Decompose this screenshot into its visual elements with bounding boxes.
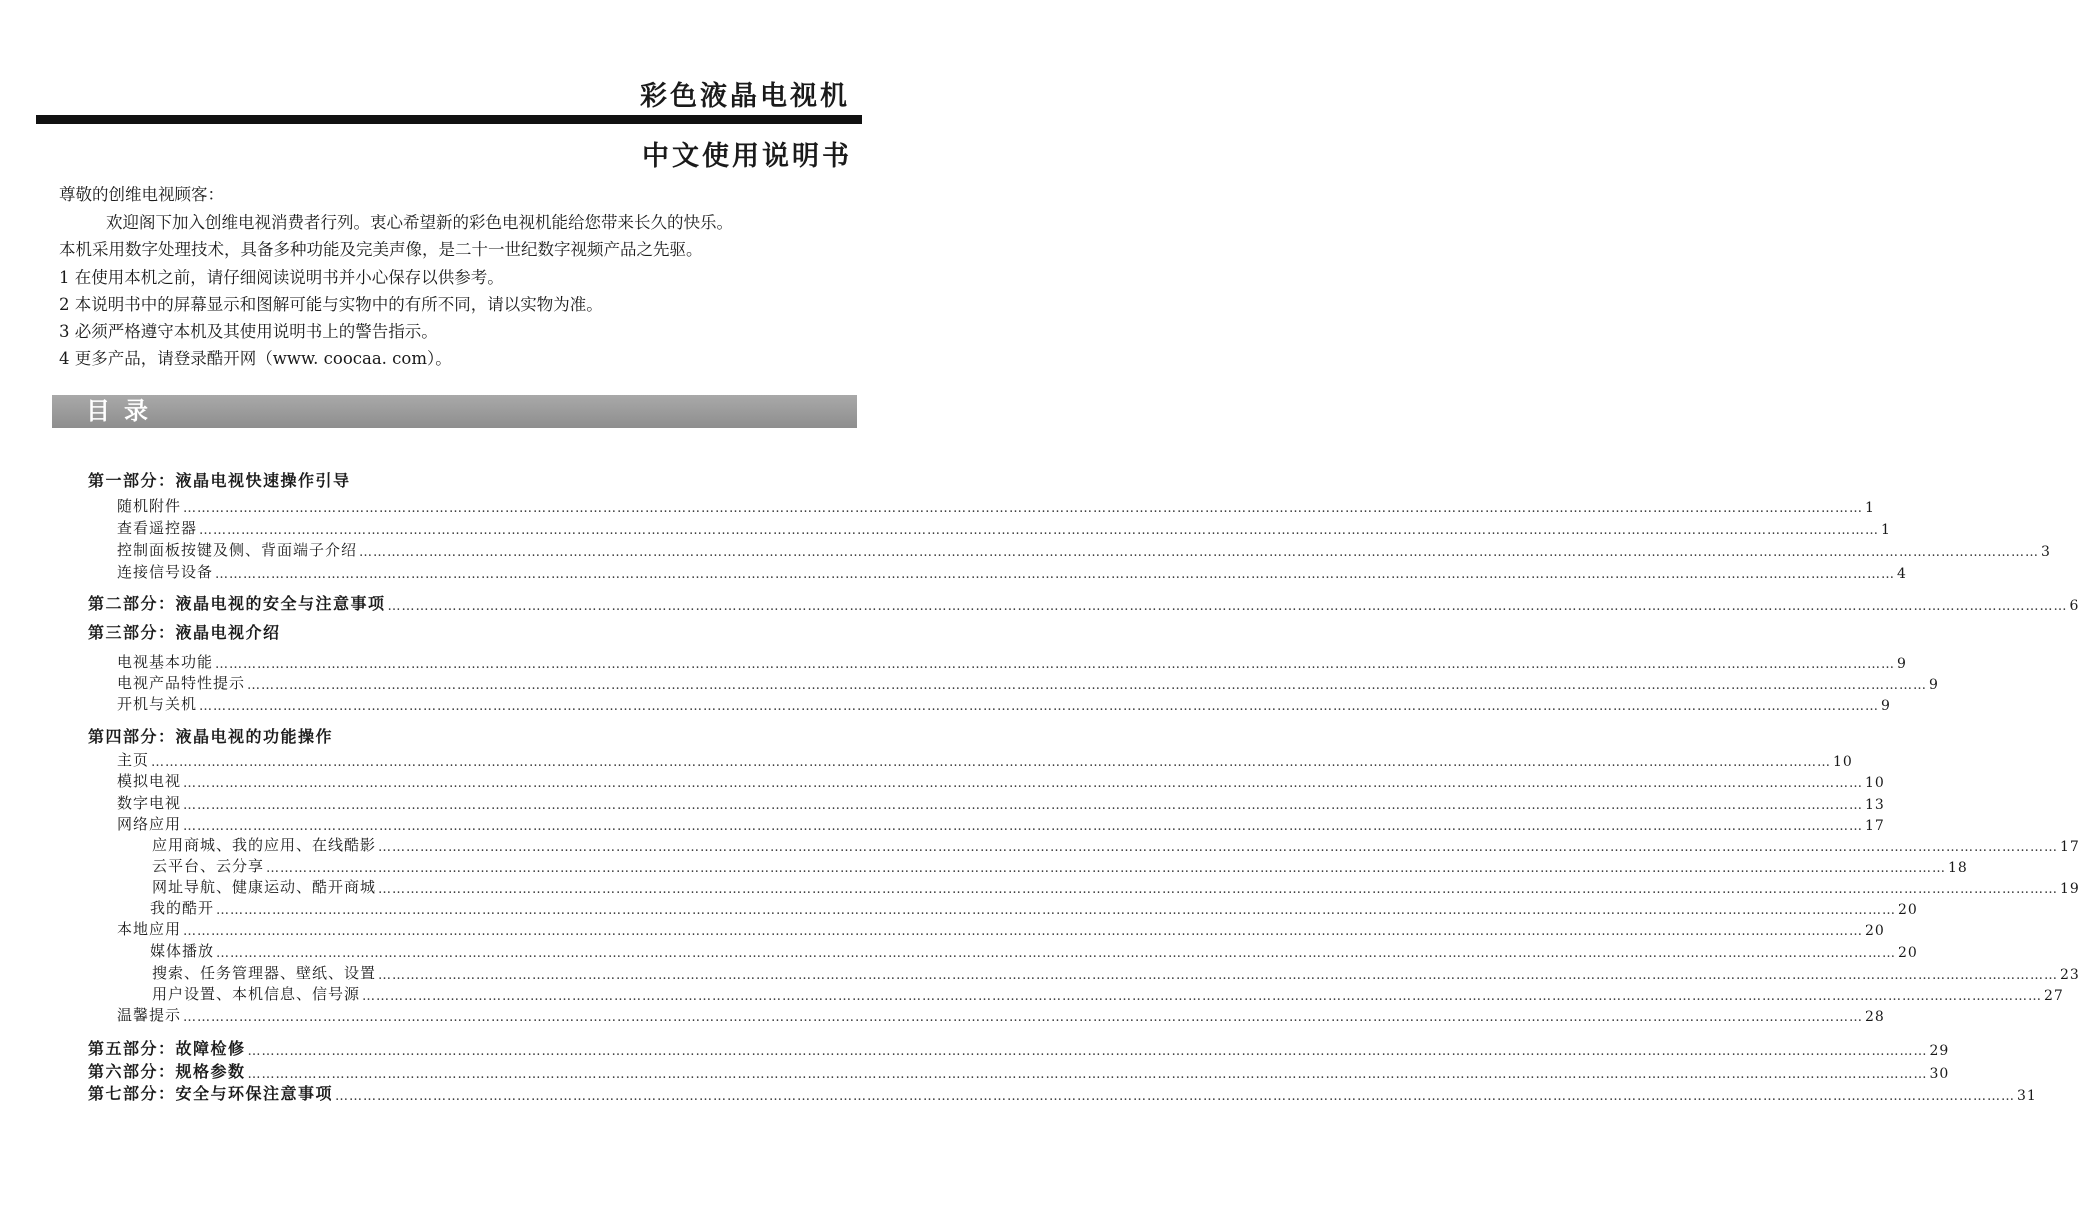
toc-leader-dots: ……………………………………………………………………………………………………………………………………………………………………………………………………………………………………………………………………………………………………………………………… (247, 1044, 1928, 1059)
toc-entry-page: 29 (1929, 1043, 1950, 1059)
toc-entry-label: 电视产品特性提示 (117, 674, 246, 692)
toc-entry-page: 9 (1881, 698, 1891, 714)
toc-entry[interactable] (152, 855, 1968, 876)
toc-leader-dots: ……………………………………………………………………………………………………………………………………………………………………………………………………………………………………………………………………………………………………………………………… (362, 989, 2043, 1004)
toc-entry-label: 云平台、云分享 (152, 857, 265, 875)
toc-part-3[interactable] (88, 620, 281, 643)
toc-entry-page: 31 (2017, 1088, 2037, 1104)
toc-leader-dots: ……………………………………………………………………………………………………………………………………………………………………………………………………………………………………………………………………………………………………………………………… (199, 699, 1880, 714)
toc-entry-label: 查看遥控器 (117, 519, 198, 537)
intro-note-4: 4 更多产品，请登录酷开网（www. coocaa. com）。 (59, 349, 452, 368)
toc-part-5[interactable] (88, 1036, 1950, 1059)
document-subtitle: 中文使用说明书 (642, 141, 852, 172)
toc-entry-label: 控制面板按键及侧、背面端子介绍 (117, 541, 358, 559)
toc-entry[interactable] (117, 517, 1891, 538)
toc-entry-page: 18 (1948, 860, 1968, 876)
toc-part-title: 第三部分：液晶电视介绍 (88, 623, 281, 642)
toc-entry-label: 我的酷开 (150, 899, 215, 917)
intro-note-3: 3 必须严格遵守本机及其使用说明书上的警告指示。 (59, 322, 438, 341)
toc-entry-label: 模拟电视 (117, 772, 182, 790)
toc-entry-label: 数字电视 (117, 794, 182, 812)
toc-entry-label: 用户设置、本机信息、信号源 (152, 985, 361, 1003)
toc-heading-bar (52, 395, 857, 428)
toc-part-4[interactable] (88, 724, 333, 747)
toc-entry[interactable] (150, 897, 1918, 918)
toc-entry-page: 13 (1865, 797, 1885, 813)
toc-leader-dots: ……………………………………………………………………………………………………………………………………………………………………………………………………………………………………………………………………………………………………………………………… (378, 968, 2059, 983)
toc-entry-page: 27 (2044, 988, 2064, 1004)
toc-entry-page: 17 (1865, 818, 1885, 834)
toc-entry[interactable] (117, 539, 2051, 560)
toc-entry[interactable] (150, 940, 1918, 961)
toc-entry-page: 19 (2060, 881, 2080, 897)
toc-entry-label: 本地应用 (117, 920, 182, 938)
toc-leader-dots: ……………………………………………………………………………………………………………………………………………………………………………………………………………………………………………………………………………………………………………………………… (216, 903, 1897, 918)
toc-entry-page: 9 (1897, 656, 1907, 672)
toc-entry[interactable] (117, 495, 1875, 516)
toc-entry-label: 搜索、任务管理器、壁纸、设置 (152, 964, 377, 982)
toc-entry-page: 28 (1865, 1009, 1885, 1025)
toc-entry-page: 1 (1865, 500, 1875, 516)
toc-entry[interactable] (117, 693, 1891, 714)
toc-entry[interactable] (117, 561, 1907, 582)
toc-leader-dots: ……………………………………………………………………………………………………………………………………………………………………………………………………………………………………………………………………………………………………………………………… (183, 819, 1864, 834)
toc-leader-dots: ……………………………………………………………………………………………………………………………………………………………………………………………………………………………………………………………………………………………………………………………… (151, 755, 1832, 770)
toc-leader-dots: ……………………………………………………………………………………………………………………………………………………………………………………………………………………………………………………………………………………………………………………………… (183, 776, 1864, 791)
toc-leader-dots: ……………………………………………………………………………………………………………………………………………………………………………………………………………………………………………………………………………………………………………………………… (215, 657, 1896, 672)
toc-entry-label: 温馨提示 (117, 1006, 182, 1024)
toc-leader-dots: ……………………………………………………………………………………………………………………………………………………………………………………………………………………………………………………………………………………………………………………………… (199, 523, 1880, 538)
toc-leader-dots: ……………………………………………………………………………………………………………………………………………………………………………………………………………………………………………………………………………………………………………………………… (216, 946, 1897, 961)
toc-part-title: 第七部分：安全与环保注意事项 (88, 1084, 334, 1103)
toc-part-2[interactable] (88, 591, 2080, 614)
toc-entry-page: 23 (2060, 967, 2080, 983)
toc-entry[interactable] (117, 813, 1885, 834)
toc-entry[interactable] (152, 962, 2080, 983)
toc-leader-dots: ……………………………………………………………………………………………………………………………………………………………………………………………………………………………………………………………………………………………………………………………… (183, 501, 1864, 516)
toc-entry-label: 网络应用 (117, 815, 182, 833)
toc-entry[interactable] (117, 1004, 1885, 1025)
toc-entry[interactable] (117, 918, 1885, 939)
toc-entry[interactable] (117, 651, 1907, 672)
toc-entry-page: 9 (1929, 677, 1939, 693)
toc-entry-page: 3 (2041, 544, 2051, 560)
document-title: 彩色液晶电视机 (640, 81, 850, 112)
toc-entry-page: 10 (1833, 754, 1853, 770)
intro-note-1: 1 在使用本机之前，请仔细阅读说明书并小心保存以供参考。 (59, 268, 504, 287)
toc-part-title: 第六部分：规格参数 (88, 1062, 246, 1081)
toc-leader-dots: ……………………………………………………………………………………………………………………………………………………………………………………………………………………………………………………………………………………………………………………………… (183, 798, 1864, 813)
toc-entry-label: 连接信号设备 (117, 563, 214, 581)
toc-leader-dots: ……………………………………………………………………………………………………………………………………………………………………………………………………………………………………………………………………………………………………………………………… (359, 545, 2040, 560)
toc-entry-page: 4 (1897, 566, 1907, 582)
toc-entry-page: 6 (2069, 598, 2080, 614)
toc-entry-page: 20 (1898, 945, 1918, 961)
toc-part-7[interactable] (88, 1081, 2037, 1104)
toc-leader-dots: ……………………………………………………………………………………………………………………………………………………………………………………………………………………………………………………………………………………………………………………………… (266, 861, 1947, 876)
toc-entry-label: 开机与关机 (117, 695, 198, 713)
intro-paragraph-1: 欢迎阁下加入创维电视消费者行列。衷心希望新的彩色电视机能给您带来长久的快乐。 (106, 213, 733, 232)
toc-entry-page: 10 (1865, 775, 1885, 791)
toc-entry-page: 20 (1898, 902, 1918, 918)
toc-entry-label: 随机附件 (117, 497, 182, 515)
toc-leader-dots: ……………………………………………………………………………………………………………………………………………………………………………………………………………………………………………………………………………………………………………………………… (183, 924, 1864, 939)
toc-part-6[interactable] (88, 1059, 1950, 1082)
toc-entry[interactable] (152, 983, 2064, 1004)
toc-leader-dots: ……………………………………………………………………………………………………………………………………………………………………………………………………………………………………………………………………………………………………………………………… (378, 840, 2059, 855)
toc-heading: 目录 (86, 397, 162, 425)
toc-entry-page: 1 (1881, 522, 1891, 538)
toc-leader-dots: ……………………………………………………………………………………………………………………………………………………………………………………………………………………………………………………………………………………………………………………………… (335, 1089, 2016, 1104)
toc-leader-dots: ……………………………………………………………………………………………………………………………………………………………………………………………………………………………………………………………………………………………………………………………… (247, 678, 1928, 693)
intro-note-2: 2 本说明书中的屏幕显示和图解可能与实物中的有所不同，请以实物为准。 (59, 295, 603, 314)
toc-entry-page: 30 (1929, 1066, 1950, 1082)
intro-greeting: 尊敬的创维电视顾客： (59, 185, 224, 204)
toc-leader-dots: ……………………………………………………………………………………………………………………………………………………………………………………………………………………………………………………………………………………………………………………………… (215, 567, 1896, 582)
header-rule (36, 115, 862, 124)
toc-entry-label: 网址导航、健康运动、酷开商城 (152, 878, 377, 896)
intro-paragraph-2: 本机采用数字处理技术，具备多种功能及完美声像，是二十一世纪数字视频产品之先驱。 (59, 240, 703, 259)
toc-entry-label: 主页 (117, 751, 150, 769)
toc-entry-label: 媒体播放 (150, 942, 215, 960)
toc-part-title: 第四部分：液晶电视的功能操作 (88, 727, 334, 746)
toc-leader-dots: ……………………………………………………………………………………………………………………………………………………………………………………………………………………………………………………………………………………………………………………………… (247, 1067, 1928, 1082)
toc-part-title: 第五部分：故障检修 (88, 1039, 246, 1058)
toc-entry[interactable] (117, 770, 1885, 791)
toc-entry-label: 应用商城、我的应用、在线酷影 (152, 836, 377, 854)
toc-entry[interactable] (152, 834, 2080, 855)
toc-entry-page: 17 (2060, 839, 2080, 855)
toc-entry[interactable] (117, 792, 1885, 813)
toc-part-1[interactable] (88, 468, 351, 491)
toc-entry-page: 20 (1865, 923, 1885, 939)
toc-entry[interactable] (117, 672, 1939, 693)
toc-leader-dots: ……………………………………………………………………………………………………………………………………………………………………………………………………………………………………………………………………………………………………………………………… (387, 599, 2068, 614)
toc-part-title: 第二部分：液晶电视的安全与注意事项 (88, 594, 386, 613)
toc-leader-dots: ……………………………………………………………………………………………………………………………………………………………………………………………………………………………………………………………………………………………………………………………… (378, 882, 2059, 897)
toc-leader-dots: ……………………………………………………………………………………………………………………………………………………………………………………………………………………………………………………………………………………………………………………………… (183, 1010, 1864, 1025)
toc-part-title: 第一部分：液晶电视快速操作引导 (88, 471, 351, 490)
toc-entry[interactable] (152, 876, 2080, 897)
toc-entry-label: 电视基本功能 (117, 653, 214, 671)
toc-entry[interactable] (117, 749, 1853, 770)
